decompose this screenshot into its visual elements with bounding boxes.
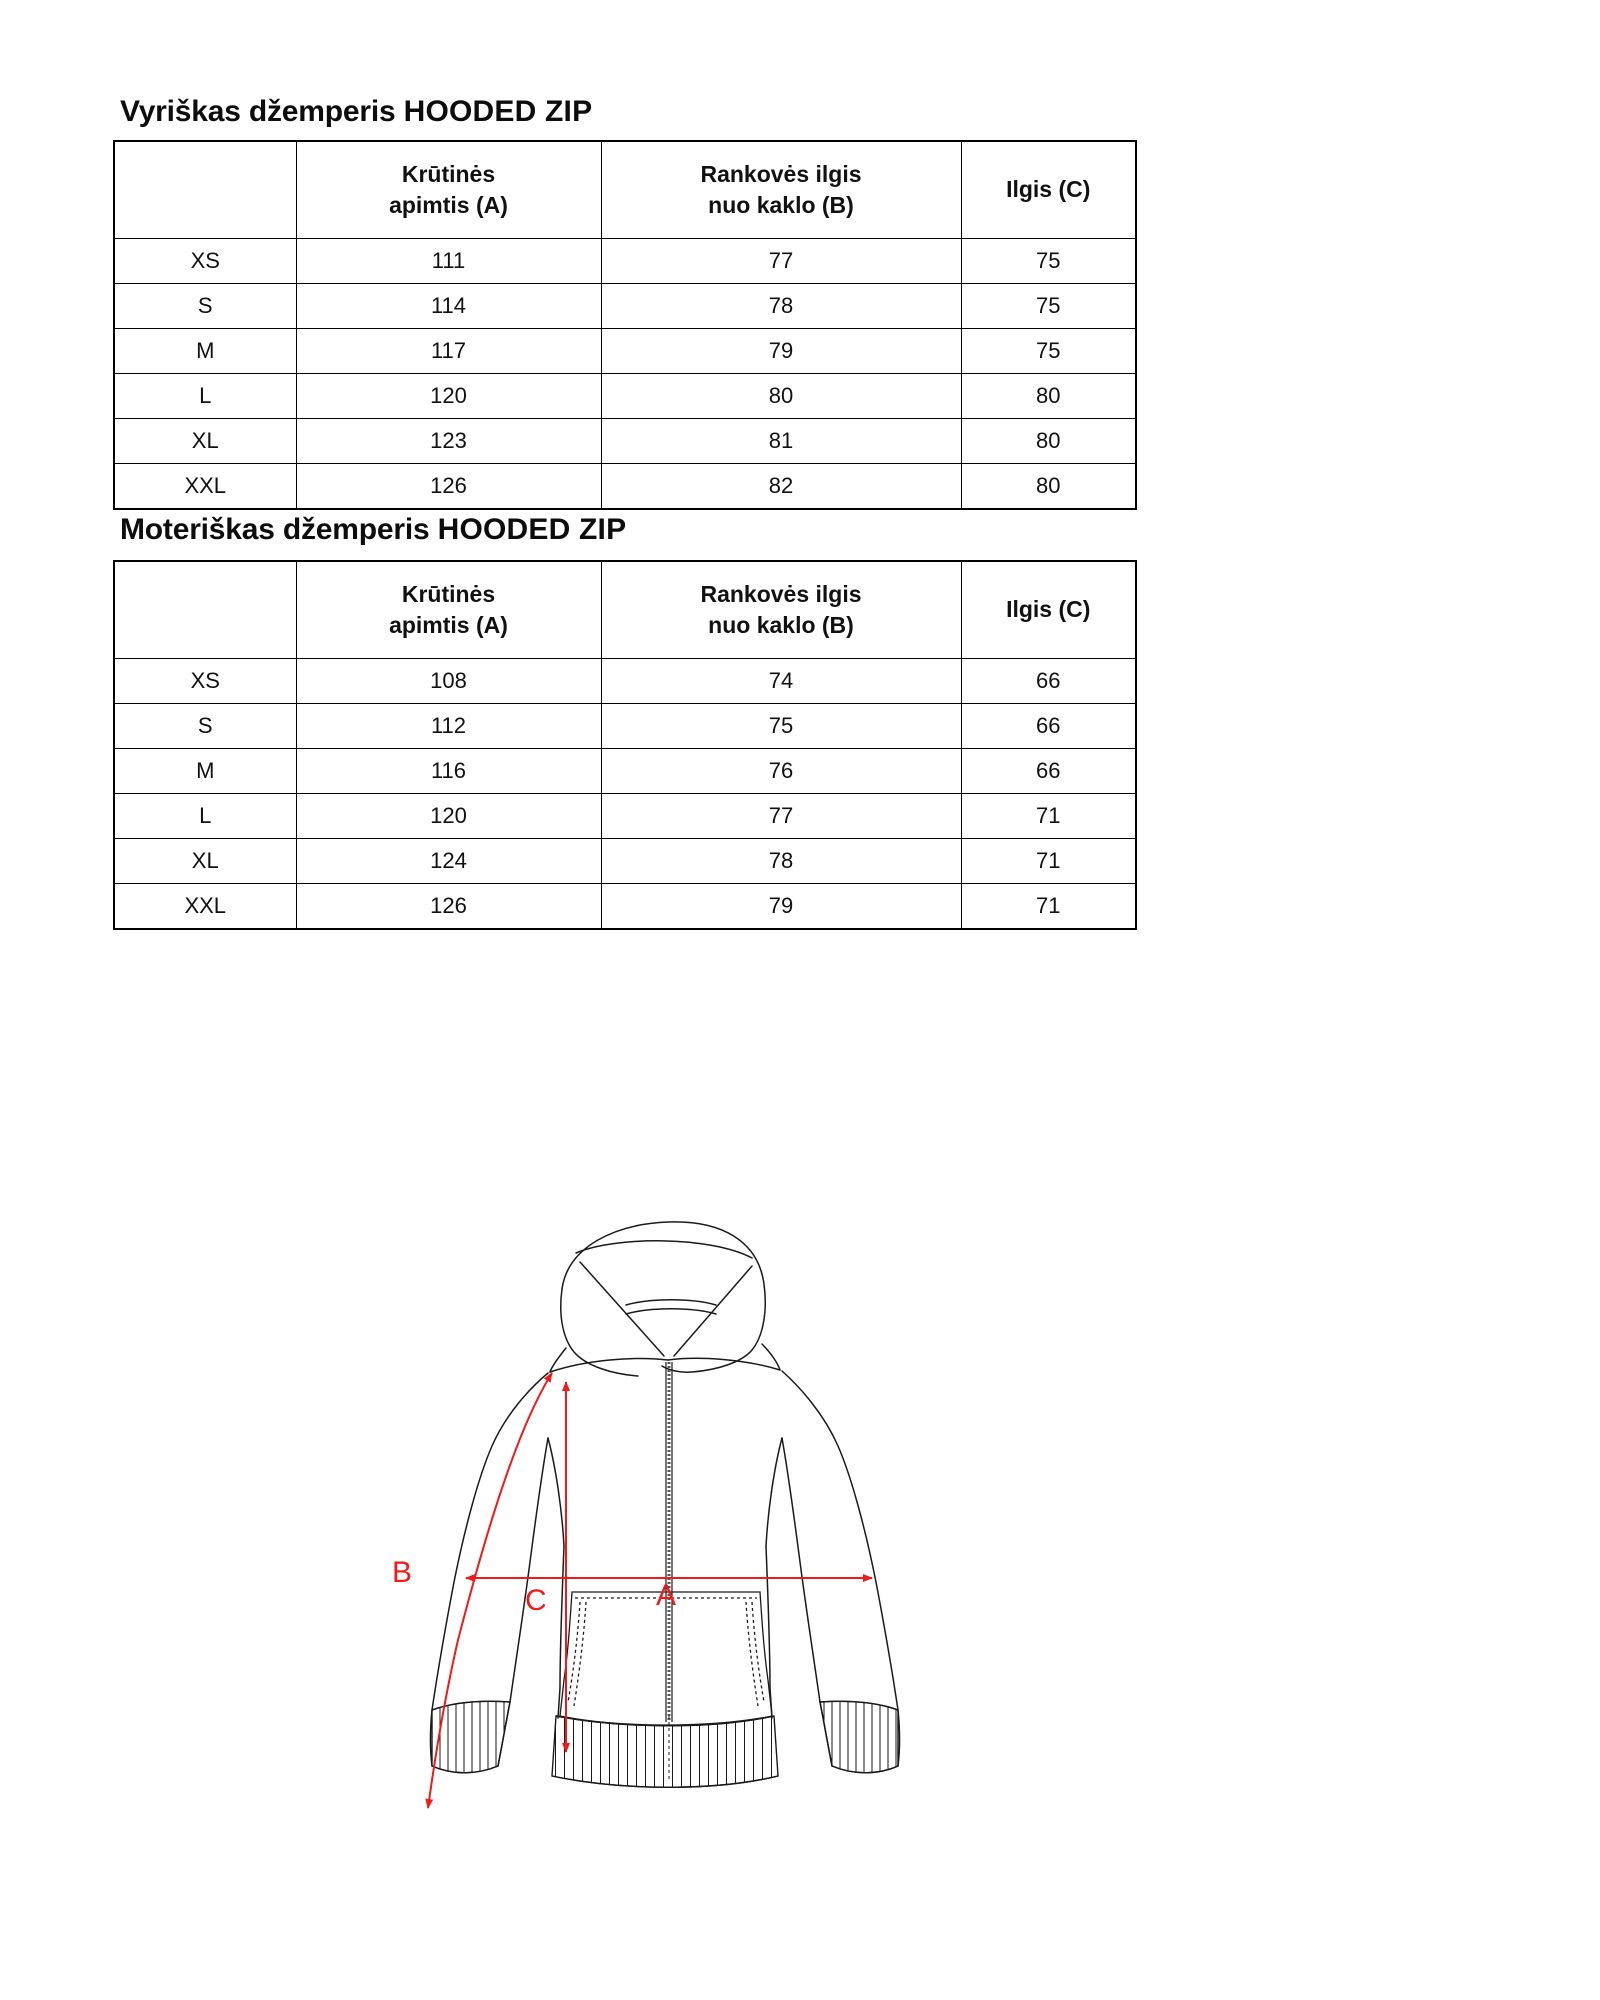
mens-size-table	[113, 140, 1137, 510]
right-sleeve-inner	[782, 1438, 820, 1702]
table-row	[114, 284, 1136, 329]
mens-header-sleeve	[601, 141, 961, 239]
cell-chest: 120	[296, 794, 601, 839]
cell-size: XS	[114, 239, 296, 284]
womens-header-sleeve	[601, 561, 961, 659]
measure-a-label: A	[656, 1579, 677, 1612]
right-armhole-seam	[766, 1438, 782, 1546]
right-cuff	[820, 1701, 898, 1772]
left-sleeve-outer	[432, 1373, 548, 1710]
cell-length: 71	[961, 884, 1136, 930]
womens-header-chest	[296, 561, 601, 659]
mens-header-chest	[296, 141, 601, 239]
pocket-right-stitch-inner	[746, 1602, 758, 1706]
hood-top-seam	[576, 1241, 752, 1258]
cell-size: S	[114, 704, 296, 749]
cell-length: 80	[961, 464, 1136, 510]
table-row	[114, 749, 1136, 794]
table-row	[114, 239, 1136, 284]
hood-outer-lower-left	[561, 1289, 638, 1376]
table-row	[114, 464, 1136, 510]
cell-length: 71	[961, 794, 1136, 839]
cell-length: 75	[961, 329, 1136, 374]
cell-sleeve: 76	[601, 749, 961, 794]
left-armhole-seam	[548, 1438, 564, 1546]
measure-b-label: B	[392, 1556, 413, 1589]
cell-sleeve: 80	[601, 374, 961, 419]
cell-chest: 112	[296, 704, 601, 749]
cell-size: XXL	[114, 464, 296, 510]
cell-size: M	[114, 749, 296, 794]
cell-chest: 117	[296, 329, 601, 374]
cell-sleeve: 79	[601, 329, 961, 374]
cell-sleeve: 74	[601, 659, 961, 704]
womens-header-chest-line1: Krūtinės	[401, 580, 496, 607]
womens-header-sleeve-line1: Rankovės ilgis	[700, 580, 862, 607]
cell-chest: 108	[296, 659, 601, 704]
womens-header-chest-line2: apimtis (A)	[389, 612, 508, 638]
hood-fold-right	[674, 1266, 752, 1356]
cell-chest: 120	[296, 374, 601, 419]
womens-table-header-row	[114, 561, 1136, 659]
collar-left	[550, 1359, 668, 1373]
pocket-left-stitch-inner	[574, 1602, 586, 1706]
table-row	[114, 794, 1136, 839]
cell-length: 66	[961, 704, 1136, 749]
table-row	[114, 329, 1136, 374]
womens-table-title	[120, 513, 626, 547]
table-row	[114, 419, 1136, 464]
cell-sleeve: 77	[601, 794, 961, 839]
cell-size: M	[114, 329, 296, 374]
cell-size: L	[114, 794, 296, 839]
cell-length: 75	[961, 284, 1136, 329]
right-sleeve-outer	[782, 1371, 898, 1710]
cell-length: 80	[961, 374, 1136, 419]
cell-sleeve: 78	[601, 839, 961, 884]
neck-band-top	[626, 1300, 716, 1305]
table-row	[114, 839, 1136, 884]
cell-length: 71	[961, 839, 1136, 884]
left-side-seam	[560, 1546, 564, 1688]
cell-length: 66	[961, 659, 1136, 704]
cell-sleeve: 81	[601, 419, 961, 464]
cell-size: L	[114, 374, 296, 419]
table-row	[114, 884, 1136, 930]
cell-chest: 123	[296, 419, 601, 464]
mens-header-sleeve-line2: nuo kaklo (B)	[708, 192, 854, 218]
cell-chest: 111	[296, 239, 601, 284]
mens-header-size	[114, 141, 296, 239]
mens-title-prefix: Vyriškas džemperis	[120, 95, 404, 128]
cell-size: XL	[114, 839, 296, 884]
cell-chest: 126	[296, 884, 601, 930]
table-row	[114, 704, 1136, 749]
center-zipper	[666, 1362, 672, 1780]
cell-sleeve: 78	[601, 284, 961, 329]
neck-band-bottom	[626, 1309, 716, 1314]
table-row	[114, 659, 1136, 704]
womens-size-table	[113, 560, 1137, 930]
left-sleeve-inner	[510, 1438, 548, 1702]
mens-header-sleeve-line1: Rankovės ilgis	[700, 160, 862, 187]
cell-chest: 126	[296, 464, 601, 510]
womens-title-prefix: Moteriškas džemperis	[120, 513, 438, 546]
cell-sleeve: 77	[601, 239, 961, 284]
womens-header-length: Ilgis (C)	[961, 561, 1136, 659]
hood-outer-left	[562, 1222, 765, 1372]
collar-right	[668, 1358, 780, 1370]
cell-size: XL	[114, 419, 296, 464]
mens-header-chest-line2: apimtis (A)	[389, 192, 508, 218]
hoodie-measurement-diagram	[380, 1210, 1240, 1990]
cell-size: XXL	[114, 884, 296, 930]
table-row	[114, 374, 1136, 419]
cell-chest: 114	[296, 284, 601, 329]
cell-length: 80	[961, 419, 1136, 464]
womens-header-size	[114, 561, 296, 659]
cell-length: 66	[961, 749, 1136, 794]
mens-table-header-row	[114, 141, 1136, 239]
mens-header-length: Ilgis (C)	[961, 141, 1136, 239]
cell-sleeve: 75	[601, 704, 961, 749]
womens-title-strong: HOODED ZIP	[437, 513, 627, 546]
womens-header-sleeve-line2: nuo kaklo (B)	[708, 612, 854, 638]
cell-sleeve: 82	[601, 464, 961, 510]
mens-header-chest-line1: Krūtinės	[401, 160, 496, 187]
cell-length: 75	[961, 239, 1136, 284]
measure-c-label: C	[525, 1584, 547, 1617]
mens-table-title	[120, 95, 592, 129]
cell-chest: 124	[296, 839, 601, 884]
waist-ribbing	[552, 1716, 778, 1787]
cell-sleeve: 79	[601, 884, 961, 930]
cell-size: S	[114, 284, 296, 329]
cell-chest: 116	[296, 749, 601, 794]
cell-size: XS	[114, 659, 296, 704]
mens-title-strong: HOODED ZIP	[403, 95, 593, 128]
